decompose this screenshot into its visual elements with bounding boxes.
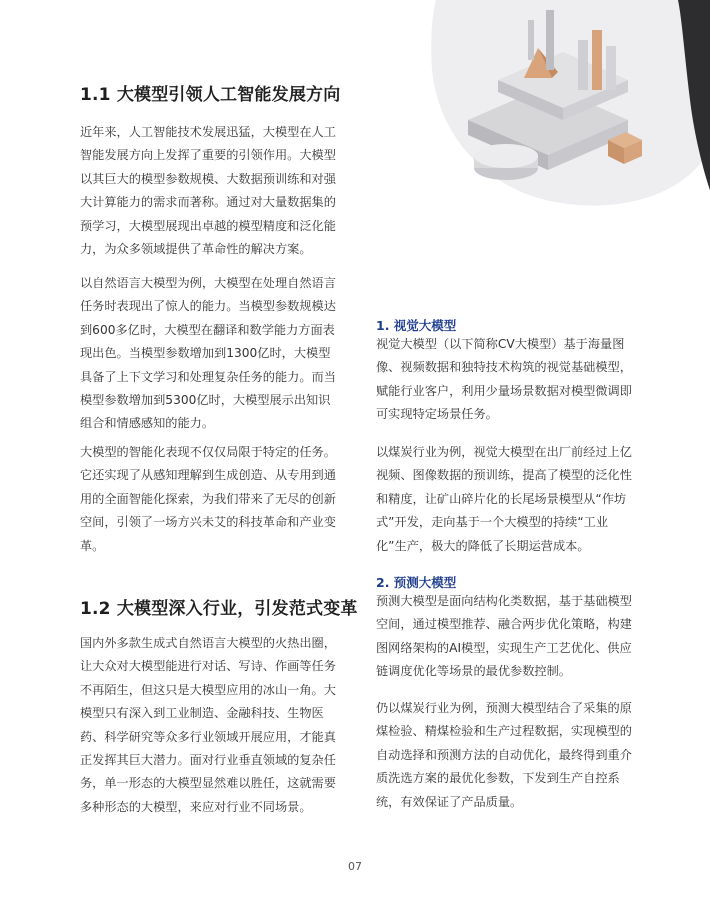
vision-model-heading: 1. 视觉大模型 [376,318,457,333]
prediction-model-paragraph-1: 预测大模型是面向结构化类数据，基于基础模型空间，通过模型推荐、融合两步优化策略，构建图网络架构的AI模型，实现生产工艺优化、供应链调度优化等场景的最优参数控制。 [376,594,632,679]
isometric-3d-blocks-icon [431,0,710,206]
vision-model-paragraph-2: 以煤炭行业为例，视觉大模型在出厂前经过上亿视频、图像数据的预训练，提高了模型的泛化性和精度，让矿山碎片化的长尾场景模型从“作坊式”开发，走向基于一个大模型的持续“工业化”生产，极大的降低了长期运营成本。 [376,445,632,553]
page-number: 07 [348,860,362,873]
section-1-1-paragraph-3: 大模型的智能化表现不仅仅局限于特定的任务。它还实现了从感知理解到生成创造、从专用到通用的全面智能化探索，为我们带来了无尽的创新空间，引领了一场方兴未艾的科技革命和产业变革。 [80,445,336,553]
prediction-model-paragraph-2: 仍以煤炭行业为例，预测大模型结合了采集的原煤检验、精煤检验和生产过程数据，实现模型的自动选择和预测方法的自动优化，最终得到重介质洗选方案的最优化参数，下发到生产自控系统，有效保证了产品质量。 [376,701,632,809]
hero-illustration [428,0,710,210]
section-1-1-heading: 1.1 大模型引领人工智能发展方向 [80,85,341,105]
vision-model-paragraph-1: 视觉大模型（以下简称CV大模型）基于海量图像、视频数据和独特技术构筑的视觉基础模型，赋能行业客户，利用少量场景数据对模型微调即可实现特定场景任务。 [376,337,632,422]
section-1-2-heading: 1.2 大模型深入行业，引发范式变革 [80,599,358,619]
section-1-1-paragraph-1: 近年来，人工智能技术发展迅猛，大模型在人工智能发展方向上发挥了重要的引领作用。大模型以其巨大的模型参数规模、大数据预训练和对强大计算能力的需求而著称。通过对大量数据集的预学习，大模型展现出卓越的模型精度和泛化能力，为众多领域提供了革命性的解决方案。 [80,125,336,257]
prediction-model-heading: 2. 预测大模型 [376,575,457,590]
section-1-2-paragraph-1: 国内外多款生成式自然语言大模型的火热出圈，让大众对大模型能进行对话、写诗、作画等任务不再陌生，但这只是大模型应用的冰山一角。大模型只有深入到工业制造、金融科技、生物医药、科学研究等众多行业领域开展应用，才能真正发挥其巨大潜力。面对行业垂直领域的复杂任务，单一形态的大模型显然难以胜任，这就需要多种形态的大模型，来应对行业不同场景。 [80,636,336,814]
section-1-1-paragraph-2: 以自然语言大模型为例，大模型在处理自然语言任务时表现出了惊人的能力。当模型参数规模达到600多亿时，大模型在翻译和数学能力方面表现出色。当模型参数增加到1300亿时，大模型具备了上下文学习和处理复杂任务的能力。而当模型参数增加到5300亿时，大模型展示出知识组合和情感感知的能力。 [80,276,336,431]
